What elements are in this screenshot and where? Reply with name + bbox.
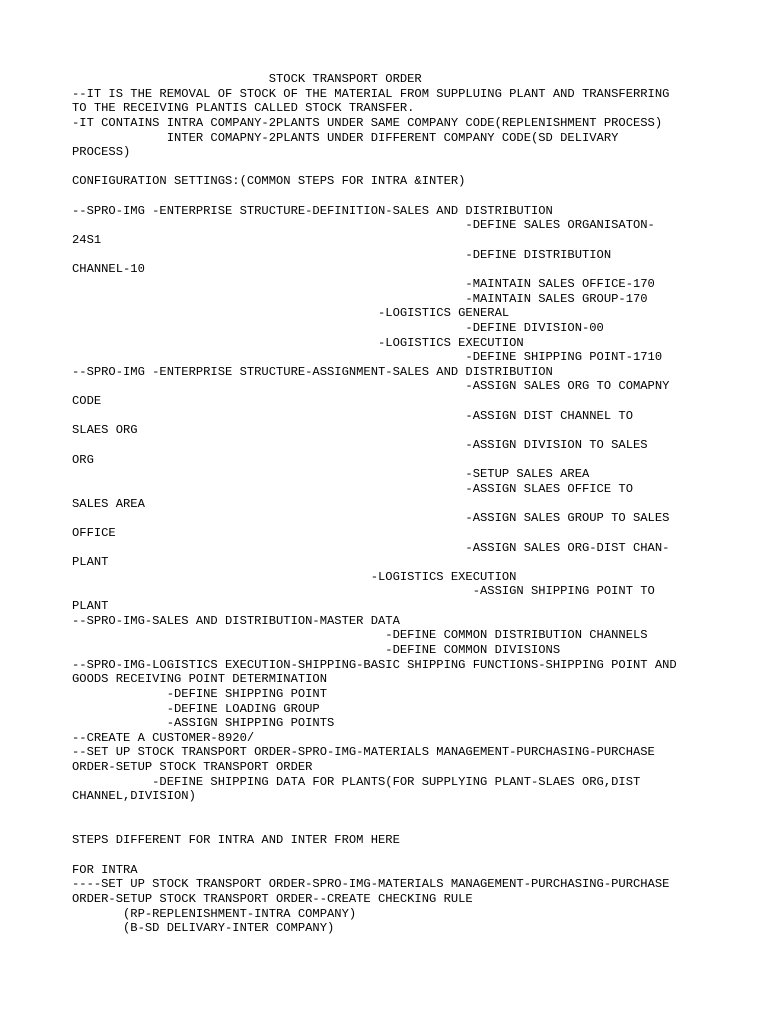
document-line: SALES AREA — [72, 496, 145, 511]
document-line: -DEFINE COMMON DISTRIBUTION CHANNELS — [72, 628, 648, 643]
document-line: --CREATE A CUSTOMER-8920/ — [72, 730, 255, 745]
document-line: -ASSIGN DIVISION TO SALES — [72, 438, 648, 453]
document-line: TO THE RECEIVING PLANTIS CALLED STOCK TRANSFER. — [72, 101, 415, 116]
document-line: -ASSIGN SALES GROUP TO SALES — [72, 511, 670, 526]
document-line: FOR INTRA — [72, 862, 138, 877]
document-line: -DEFINE DIVISION-00 — [72, 320, 604, 335]
document-line: GOODS RECEIVING POINT DETERMINATION — [72, 672, 327, 687]
document-line: CONFIGURATION SETTINGS:(COMMON STEPS FOR INTRA &INTER) — [72, 174, 466, 189]
document-line: -DEFINE SHIPPING DATA FOR PLANTS(FOR SUPPLYING PLANT-SLAES ORG,DIST — [72, 774, 641, 789]
document-line: STEPS DIFFERENT FOR INTRA AND INTER FROM HERE — [72, 833, 400, 848]
document-line: -LOGISTICS GENERAL — [72, 306, 510, 321]
document-line: -ASSIGN SALES ORG TO COMAPNY — [72, 379, 670, 394]
document-line: -ASSIGN SHIPPING POINTS — [72, 716, 335, 731]
document-line: CODE — [72, 394, 102, 409]
document-line: PLANT — [72, 555, 109, 570]
document-line: -DEFINE SALES ORGANISATON- — [72, 218, 655, 233]
document-line: -ASSIGN SLAES OFFICE TO — [72, 481, 633, 496]
document-line: -MAINTAIN SALES OFFICE-170 — [72, 276, 655, 291]
document-line — [72, 848, 732, 863]
document-line: --SPRO-IMG-SALES AND DISTRIBUTION-MASTER DATA — [72, 613, 400, 628]
document-line: -ASSIGN DIST CHANNEL TO — [72, 408, 633, 423]
document-line: PROCESS) — [72, 145, 131, 160]
document-line — [72, 189, 732, 204]
document-line: CHANNEL-10 — [72, 262, 145, 277]
document-line: --IT IS THE REMOVAL OF STOCK OF THE MATERIAL FROM SUPPLUING PLANT AND TRANSFERRING — [72, 86, 670, 101]
document-line: -DEFINE LOADING GROUP — [72, 701, 320, 716]
document-line: 24S1 — [72, 233, 102, 248]
document-line: -DEFINE DISTRIBUTION — [72, 247, 612, 262]
document-line: --SPRO-IMG-LOGISTICS EXECUTION-SHIPPING-BASIC SHIPPING FUNCTIONS-SHIPPING POINT AND — [72, 657, 677, 672]
document-line: -LOGISTICS EXECUTION — [72, 569, 517, 584]
document-line: -ASSIGN SALES ORG-DIST CHAN- — [72, 540, 670, 555]
document-line: (B-SD DELIVARY-INTER COMPANY) — [72, 921, 335, 936]
document-line: --SET UP STOCK TRANSPORT ORDER-SPRO-IMG-MATERIALS MANAGEMENT-PURCHASING-PURCHASE — [72, 745, 655, 760]
document-line: -IT CONTAINS INTRA COMPANY-2PLANTS UNDER SAME COMPANY CODE(REPLENISHMENT PROCESS) — [72, 115, 663, 130]
document-line — [72, 160, 732, 175]
document-line: (RP-REPLENISHMENT-INTRA COMPANY) — [72, 906, 357, 921]
document-line: SLAES ORG — [72, 423, 138, 438]
document-line: INTER COMAPNY-2PLANTS UNDER DIFFERENT COMPANY CODE(SD DELIVARY — [72, 130, 619, 145]
document-line: --SPRO-IMG -ENTERPRISE STRUCTURE-DEFINITION-SALES AND DISTRIBUTION — [72, 203, 553, 218]
document-line: -DEFINE SHIPPING POINT-1710 — [72, 350, 663, 365]
document-line: OFFICE — [72, 525, 116, 540]
document-line: ORG — [72, 452, 94, 467]
document-line: -LOGISTICS EXECUTION — [72, 335, 524, 350]
document-line: CHANNEL,DIVISION) — [72, 789, 196, 804]
document-line: PLANT — [72, 599, 109, 614]
document-line: ----SET UP STOCK TRANSPORT ORDER-SPRO-IMG-MATERIALS MANAGEMENT-PURCHASING-PURCHASE — [72, 877, 670, 892]
document-line: -MAINTAIN SALES GROUP-170 — [72, 291, 648, 306]
document-line: -ASSIGN SHIPPING POINT TO — [72, 584, 655, 599]
document-line: -DEFINE COMMON DIVISIONS — [72, 642, 561, 657]
document-body — [72, 72, 732, 936]
document-line: ORDER-SETUP STOCK TRANSPORT ORDER — [72, 760, 313, 775]
document-line: ORDER-SETUP STOCK TRANSPORT ORDER--CREATE CHECKING RULE — [72, 891, 473, 906]
document-line — [72, 804, 732, 819]
document-line: -DEFINE SHIPPING POINT — [72, 686, 327, 701]
document-title: STOCK TRANSPORT ORDER — [72, 72, 422, 86]
document-line: --SPRO-IMG -ENTERPRISE STRUCTURE-ASSIGNMENT-SALES AND DISTRIBUTION — [72, 364, 553, 379]
document-line: -SETUP SALES AREA — [72, 467, 590, 482]
document-line — [72, 819, 732, 834]
